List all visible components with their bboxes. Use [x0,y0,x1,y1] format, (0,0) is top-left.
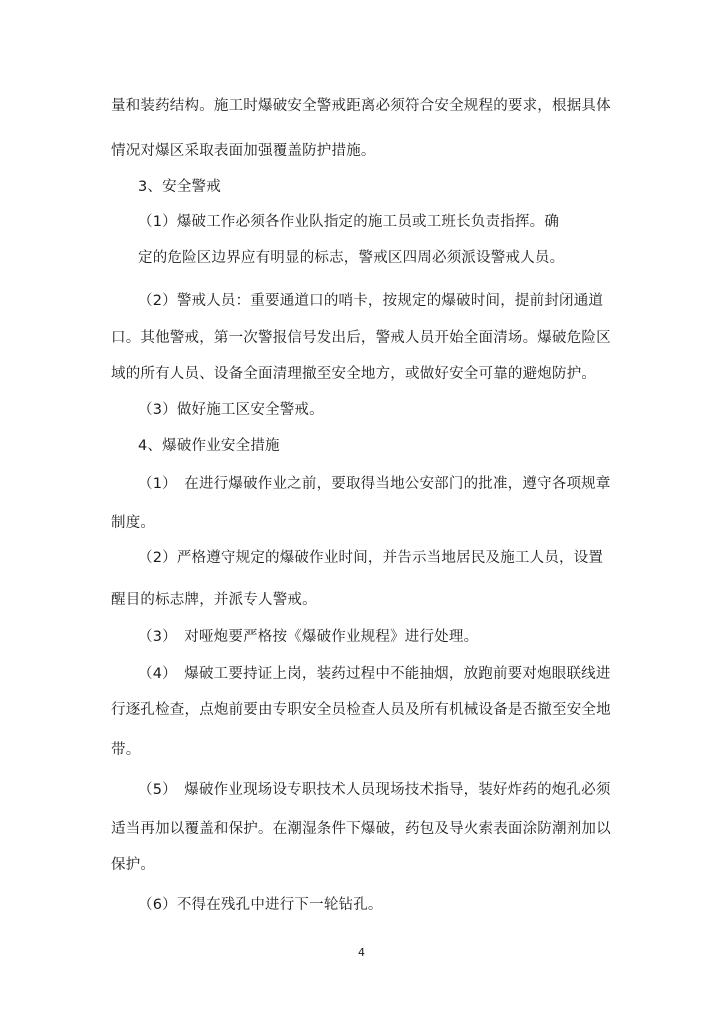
text-line: 保护。 [111,857,156,873]
text-line: （1） 在进行爆破作业之前，要取得当地公安部门的批准，遵守各项规章 [138,476,611,492]
text-line: 定的危险区边界应有明显的标志，警戒区四周必须派设警戒人员。 [138,250,565,266]
text-line: （2）警戒人员：重要通道口的哨卡，按规定的爆破时间，提前封闭通道 [138,293,604,309]
text-line: 适当再加以覆盖和保护。在潮湿条件下爆破，药包及导火索表面涂防潮剂加以 [111,821,611,837]
text-line: （4） 爆破工要持证上岗，装药过程中不能抽烟，放跑前要对炮眼联线进 [138,666,611,682]
text-line: （5） 爆破作业现场设专职技术人员现场技术指导，装好炸药的炮孔必须 [138,782,611,798]
text-line: 制度。 [111,515,156,531]
text-line: 域的所有人员、设备全面清理撤至安全地方，或做好安全可靠的避炮防护。 [111,366,597,382]
text-line: 带。 [111,742,141,758]
text-line: 口。其他警戒，第一次警报信号发出后，警戒人员开始全面清场。爆破危险区 [111,330,611,346]
text-line: （1）爆破工作必须各作业队指定的施工员或工班长负责指挥。确 [138,214,560,230]
text-line: （2）严格遵守规定的爆破作业时间，并告示当地居民及施工人员，设置 [138,550,604,566]
text-line: 行逐孔检查，点炮前要由专职安全员检查人员及所有机械设备是否撤至安全地 [111,702,611,718]
text-line: 醒目的标志牌，并派专人警戒。 [111,592,317,608]
text-line: （3） 对哑炮要严格按《爆破作业规程》进行处理。 [138,629,479,645]
section-heading: 4、爆破作业安全措施 [138,438,280,454]
text-line: 情况对爆区采取表面加强覆盖防护措施。 [111,143,376,159]
text-line: 量和装药结构。施工时爆破安全警戒距离必须符合安全规程的要求，根据具体 [111,98,611,114]
text-line: （3）做好施工区安全警戒。 [138,402,324,418]
section-heading: 3、安全警戒 [138,179,221,195]
text-line: （6）不得在残孔中进行下一轮钻孔。 [138,897,383,913]
page-number: 4 [358,946,365,959]
